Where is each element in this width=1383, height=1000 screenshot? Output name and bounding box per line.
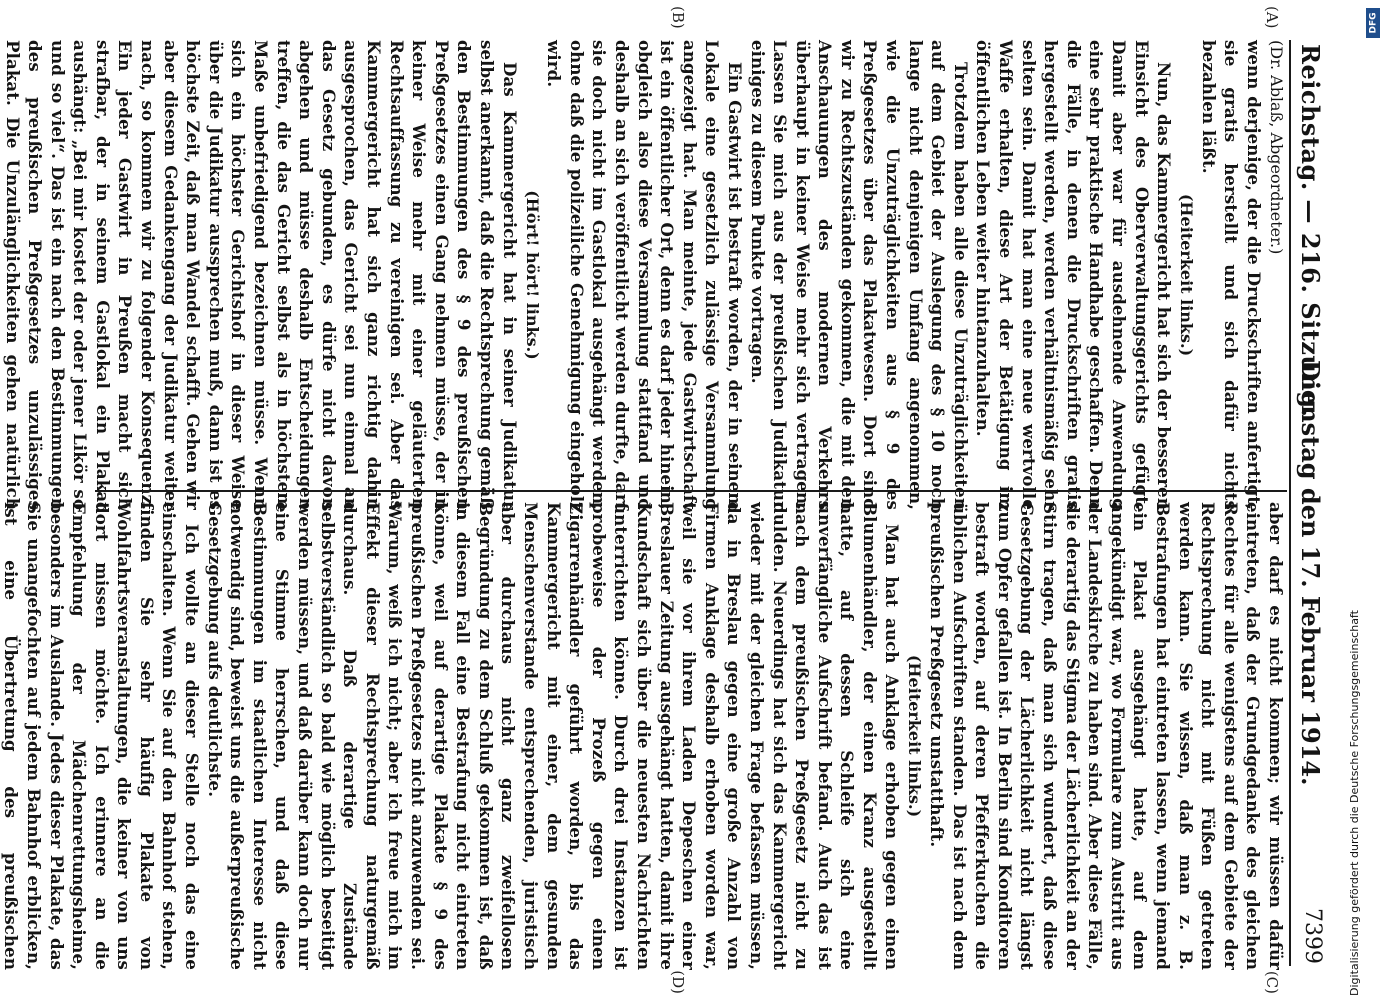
margin-mark-b: (B) <box>669 6 687 29</box>
right-column <box>1 502 1287 970</box>
page-header <box>1291 0 1331 1000</box>
margin-mark-d: (D) <box>669 970 687 994</box>
paragraph: Nun, das Kammergericht hat sich der besseren Einsicht des Oberverwaltungsgerichts gefügt. Damit aber war für ausdehnende Anwendung eine sehr praktische Handhabe geschaffen. Denn die Fälle, in denen die Druckschriften gratis hergestellt werden, werden verhältnismäßig sehr selten sein. Damit hat man eine neue wertvolle Waffe erhalten, diese Art der Betätigung im öffentlichen Leben weiter hintanzuhalten. <box>973 40 1175 510</box>
header-date: Dienstag den 17. Februar 1914. <box>1296 360 1325 786</box>
paragraph: Man hat auch Anklage erhoben gegen einen Blumenhändler, der einen Kranz ausgestellt hatte, auf dessen Schleife sich eine unverfängliche Aufschrift befand. Auch das ist nach dem preußischen Preßgesetz nicht zu dulden. Neuerdings hat sich das Kammergericht wieder mit der gleichen Frage befassen müssen, da in Breslau gegen eine große Anzahl von Firmen Anklage deshalb erhoben worden war, weil sie vor ihrem Laden Depeschen einer Breslauer Zeitung ausgehängt hatten, damit ihre Kundschaft sich über die neuesten Nachrichten unterrichten könne. Durch drei Instanzen ist probeweise der Prozeß gegen einen Zigarrenhändler geführt worden, bis das Kammergericht mit einer, dem gesunden Menschenverstande entsprechenden, juristisch aber durchaus nicht ganz zweifellosen Begründung zu dem Schluß gekommen ist, daß in diesem Fall eine Bestrafung nicht eintreten könne, weil auf derartige Plakate § 9 des preußischen Preßgesetzes nicht anzuwenden sei. Warum, weiß ich nicht; aber ich freue mich im Effekt dieser Rechtsprechung naturgemäß durchaus. Daß derartige Zustände selbstverständlich so bald wie möglich beseitigt werden müssen, und daß darüber kann doch nur eine Stimme herrschen, und daß diese Bestimmungen im staatlichen Interesse nicht notwendig sind, beweist uns die außerpreußische Gesetzgebung aufs deutlichste. <box>204 502 903 970</box>
digitization-note: Digitalisierung gefördert durch die Deutsche Forschungsgemeinschaft <box>1348 610 1361 996</box>
rotated-page <box>1 0 1383 1000</box>
interjection: (Heiterkeit links.) <box>1177 193 1197 357</box>
interjection: (Heiterkeit links.) <box>905 654 925 818</box>
interjection: (Hört! hört! links.) <box>522 190 542 360</box>
page-number: 7399 <box>1300 908 1325 964</box>
header-rule <box>1289 40 1291 966</box>
left-column <box>2 40 1287 510</box>
paragraph: Ich wollte an dieser Stelle noch das eine einschalten. Wenn Sie auf den Bahnhof stehen, finden Sie sehr häufig Plakate von Wohlfahrtsveranstaltungen, die keiner von uns dort missen möchte. Ich erinnere an die Empfehlung der Mädchenrettungsheime, besonders im Auslande. Jedes dieser Plakate, das Sie unangefochten auf jedem Bahnhof erblicken, ist eine Übertretung des preußischen <box>1 502 203 970</box>
header-session: Reichstag. — 216. Sitzung. <box>1296 44 1325 418</box>
dfg-logo-icon <box>1366 8 1380 38</box>
margin-mark-a: (A) <box>1263 6 1281 29</box>
paragraph: wenn derjenige, der die Druckschriften anfertigt, sie gratis herstellt und sich dafür nichts bezahlen läßt. <box>1198 40 1264 510</box>
paragraph: Trotzdem haben alle diese Unzuträglichkeiten auf dem Gebiet der Auslegung des § 10 noch lange nicht denjenigen Umfang angenommen, wie die Unzuträglichkeiten aus § 9 des Preßgesetzes über das Plakatwesen. Dort sind wir zu Rechtszuständen gekommen, die mit den Anschauungen des modernen Verkehrs überhaupt in keiner Weise mehr sich vertragen. Lassen Sie mich aus der preußischen Judikatur einiges zu diesem Punkte vortragen. <box>747 40 971 510</box>
logo-text: DFG <box>1368 12 1379 34</box>
paragraph: Das Kammergericht hat in seiner Judikatur selbst anerkannt, daß die Rechtsprechung gemäß den Bestimmungen des § 9 des preußischen Preßgesetzes einen Gang nehmen müsse, der in keiner Weise mehr mit einer geläuterten Rechtsauffassung zu vereinigen sei. Aber das Kammergericht hat sich ganz richtig dahin ausgesprochen, das Gericht sei nun einmal an das Gesetz gebunden, es dürfe nicht davon abgehen und müsse deshalb Entscheidungen treffen, die das Gericht selbst als in höchstem Maße unbefriedigend bezeichnen müsse. Wenn sich ein höchster Gerichtshof in dieser Weise über die Judikatur aussprechen muß, dann ist es höchste Zeit, daß man Wandel schafft. Gehen wir aber diesem Gedankengang der Judikatur weiter nach, so kommen wir zu folgender Konsequenz. Ein jeder Gastwirt in Preußen macht sich strafbar, der in seinem Gastlokal ein Plakat aushängt: „Bei mir kostet der oder jener Likör so und so viel“. Das ist ein nach den Bestimmungen des preußischen Preßgesetzes unzulässiges Plakat. Die Unzulänglichkeiten gehen natürlich <box>2 40 520 510</box>
paragraph: aber darf es nicht kommen; wir müssen dafür eintreten, daß der Grundgedanke des gleichen Rechtes für alle wenigstens auf dem Gebiete der Rechtsprechung nicht mit Füßen getreten werden kann. Sie wissen, daß man z. B. Bestrafungen hat eintreten lassen, wenn jemand ein Plakat ausgehängt hatte, auf dem angekündigt war, wo Formulare zum Austritt aus der Landeskirche zu haben sind. Aber diese Fälle, die derartig das Stigma der Lächerlichkeit an der Stirn tragen, daß man sich wundert, daß diese Gesetzgebung der Lächerlichkeit nicht längst zum Opfer gefallen ist. In Berlin sind Konditoren bestraft worden, auf deren Pfefferkuchen die üblichen Aufschriften standen. Das ist nach dem preußischen Preßgesetz unstatthaft. <box>927 502 1286 970</box>
paragraph: Ein Gastwirt ist bestraft worden, der in seinem Lokale eine gesetzlich zulässige Versammlung angezeigt hat. Man meinte, jede Gastwirtschaft ist ein öffentlicher Ort, denn es darf jeder hinein; obgleich also diese Versammlung stattfand und deshalb an sich veröffentlicht werden durfte, darf sie doch nicht im Gastlokal ausgehängt werden, ohne daß die polizeiliche Genehmigung eingeholt wird. <box>544 40 745 510</box>
speaker-label: (Dr. Ablaß, Abgeordneter.) <box>1267 40 1286 255</box>
column-divider <box>95 490 1287 492</box>
margin-mark-c: (C) <box>1263 970 1281 994</box>
